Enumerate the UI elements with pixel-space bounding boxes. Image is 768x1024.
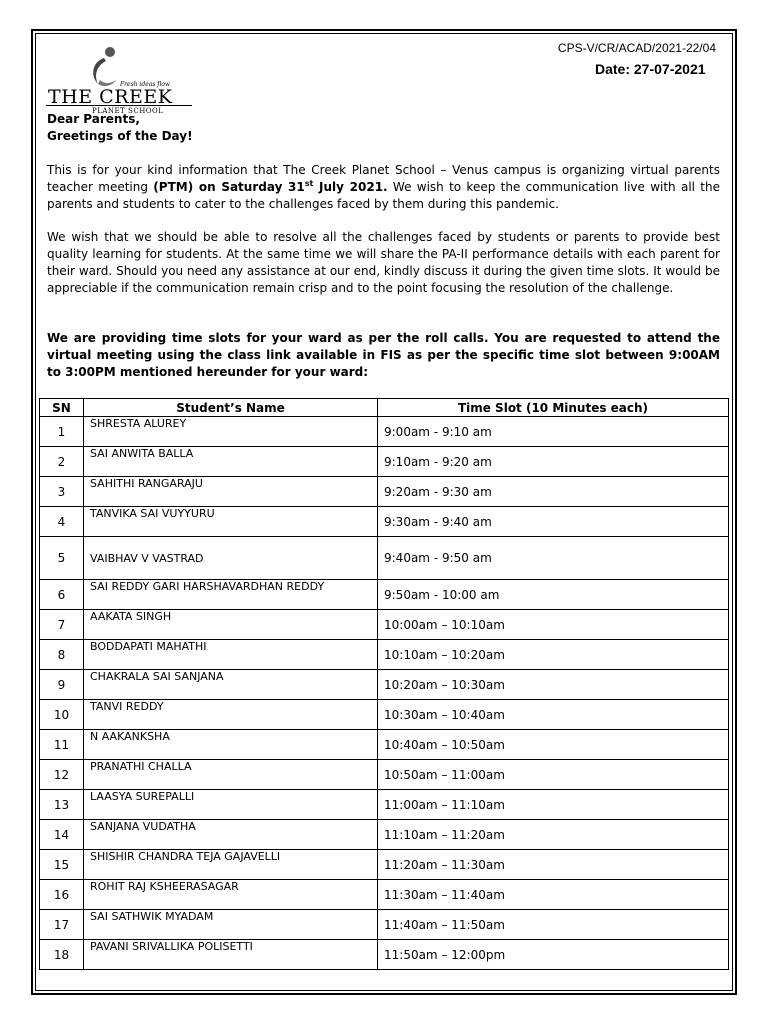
table-row (40, 700, 729, 730)
header-sn: SN (40, 399, 84, 417)
table-row (40, 610, 729, 640)
row-student-name: PAVANI SRIVALLIKA POLISETTI (84, 940, 378, 970)
school-logo (46, 46, 194, 116)
row-sn: 4 (40, 507, 84, 537)
table-row (40, 820, 729, 850)
paragraph-2 (47, 229, 720, 297)
row-student-name: N AAKANKSHA (84, 730, 378, 760)
greeting: Greetings of the Day! (47, 129, 193, 143)
row-sn: 16 (40, 880, 84, 910)
row-sn: 10 (40, 700, 84, 730)
table-row (40, 580, 729, 610)
row-time-slot: 11:20am – 11:30am (378, 850, 729, 880)
row-sn: 18 (40, 940, 84, 970)
table-row (40, 507, 729, 537)
row-sn: 3 (40, 477, 84, 507)
table-row (40, 910, 729, 940)
para1-month: July 2021. (313, 180, 388, 194)
para1-ordinal: st (304, 179, 314, 188)
table-row (40, 940, 729, 970)
row-time-slot: 11:00am – 11:10am (378, 790, 729, 820)
para2-text: We wish that we should be able to resolve all the challenges faced by students or parents to provide best quality learning for students. At the same time we will share the PA-II performance details with each parent for their ward. Should you need any assistance at our end, kindly discuss it during the given time slots. It would be appreciable if the communication remain crisp and to the point focusing the resolution of the challenge. (47, 230, 720, 295)
row-student-name: SAI SATHWIK MYADAM (84, 910, 378, 940)
table-header-row (40, 399, 729, 417)
row-sn: 1 (40, 417, 84, 447)
row-student-name: SAHITHI RANGARAJU (84, 477, 378, 507)
row-time-slot: 11:30am – 11:40am (378, 880, 729, 910)
paragraph-3 (47, 330, 720, 381)
row-time-slot: 9:50am - 10:00 am (378, 580, 729, 610)
para1-intro: This is for your kind information that The Creek Planet School – Venus campus is organizing virtual parents teacher meeting (47, 163, 720, 194)
row-sn: 17 (40, 910, 84, 940)
row-time-slot: 10:20am – 10:30am (378, 670, 729, 700)
table-row (40, 537, 729, 580)
table-row (40, 417, 729, 447)
table-row (40, 640, 729, 670)
logo-divider (46, 105, 192, 106)
para1-rest: We wish to keep the communication live with all the parents and students to cater to the challenges faced by them during this pandemic. (47, 180, 720, 211)
letter-opening (47, 111, 720, 145)
row-sn: 15 (40, 850, 84, 880)
letter-date: Date: 27-07-2021 (595, 61, 706, 77)
header-student-name: Student’s Name (84, 399, 378, 417)
table-row (40, 760, 729, 790)
row-time-slot: 11:50am – 12:00pm (378, 940, 729, 970)
reference-number: CPS-V/CR/ACAD/2021-22/04 (557, 41, 716, 55)
row-sn: 2 (40, 447, 84, 477)
table-row (40, 880, 729, 910)
row-student-name: SAI ANWITA BALLA (84, 447, 378, 477)
row-time-slot: 9:10am - 9:20 am (378, 447, 729, 477)
row-time-slot: 11:10am – 11:20am (378, 820, 729, 850)
row-sn: 6 (40, 580, 84, 610)
row-student-name: BODDAPATI MAHATHI (84, 640, 378, 670)
table-row (40, 447, 729, 477)
paragraph-1 (47, 162, 720, 213)
header-time-slot: Time Slot (10 Minutes each) (378, 399, 729, 417)
row-sn: 11 (40, 730, 84, 760)
table-row (40, 730, 729, 760)
logo-tagline: Fresh ideas flow (120, 81, 171, 88)
row-student-name: SANJANA VUDATHA (84, 820, 378, 850)
logo-swirl-icon (84, 46, 124, 90)
row-time-slot: 10:10am – 10:20am (378, 640, 729, 670)
row-sn: 8 (40, 640, 84, 670)
row-student-name: TANVIKA SAI VUYYURU (84, 507, 378, 537)
row-student-name: AAKATA SINGH (84, 610, 378, 640)
row-student-name: CHAKRALA SAI SANJANA (84, 670, 378, 700)
row-sn: 12 (40, 760, 84, 790)
row-time-slot: 11:40am – 11:50am (378, 910, 729, 940)
row-time-slot: 9:00am - 9:10 am (378, 417, 729, 447)
logo-subtitle: PLANET SCHOOL (92, 107, 164, 115)
row-student-name: PRANATHI CHALLA (84, 760, 378, 790)
salutation: Dear Parents, (47, 112, 140, 126)
table-row (40, 850, 729, 880)
row-sn: 7 (40, 610, 84, 640)
row-time-slot: 10:40am – 10:50am (378, 730, 729, 760)
row-sn: 9 (40, 670, 84, 700)
row-time-slot: 9:20am - 9:30 am (378, 477, 729, 507)
para1-ptm-date: (PTM) on Saturday 31 (153, 180, 305, 194)
para3-text: We are providing time slots for your ward as per the roll calls. You are requested to attend the virtual meeting using the class link available in FIS as per the specific time slot between 9:00AM to 3:00PM mentioned hereunder for your ward: (47, 331, 720, 379)
row-time-slot: 10:00am – 10:10am (378, 610, 729, 640)
table-row (40, 477, 729, 507)
table-row (40, 790, 729, 820)
row-sn: 14 (40, 820, 84, 850)
row-student-name: TANVI REDDY (84, 700, 378, 730)
time-slot-table (39, 398, 729, 970)
logo-wordmark: THE CREEK (48, 86, 173, 108)
row-sn: 13 (40, 790, 84, 820)
row-student-name: ROHIT RAJ KSHEERASAGAR (84, 880, 378, 910)
row-student-name: SHISHIR CHANDRA TEJA GAJAVELLI (84, 850, 378, 880)
row-time-slot: 10:50am – 11:00am (378, 760, 729, 790)
row-student-name: SAI REDDY GARI HARSHAVARDHAN REDDY (84, 580, 378, 610)
table-row (40, 670, 729, 700)
row-time-slot: 9:40am - 9:50 am (378, 537, 729, 580)
row-time-slot: 9:30am - 9:40 am (378, 507, 729, 537)
row-time-slot: 10:30am – 10:40am (378, 700, 729, 730)
row-student-name: SHRESTA ALUREY (84, 417, 378, 447)
row-sn: 5 (40, 537, 84, 580)
row-student-name: VAIBHAV V VASTRAD (84, 537, 378, 580)
row-student-name: LAASYA SUREPALLI (84, 790, 378, 820)
